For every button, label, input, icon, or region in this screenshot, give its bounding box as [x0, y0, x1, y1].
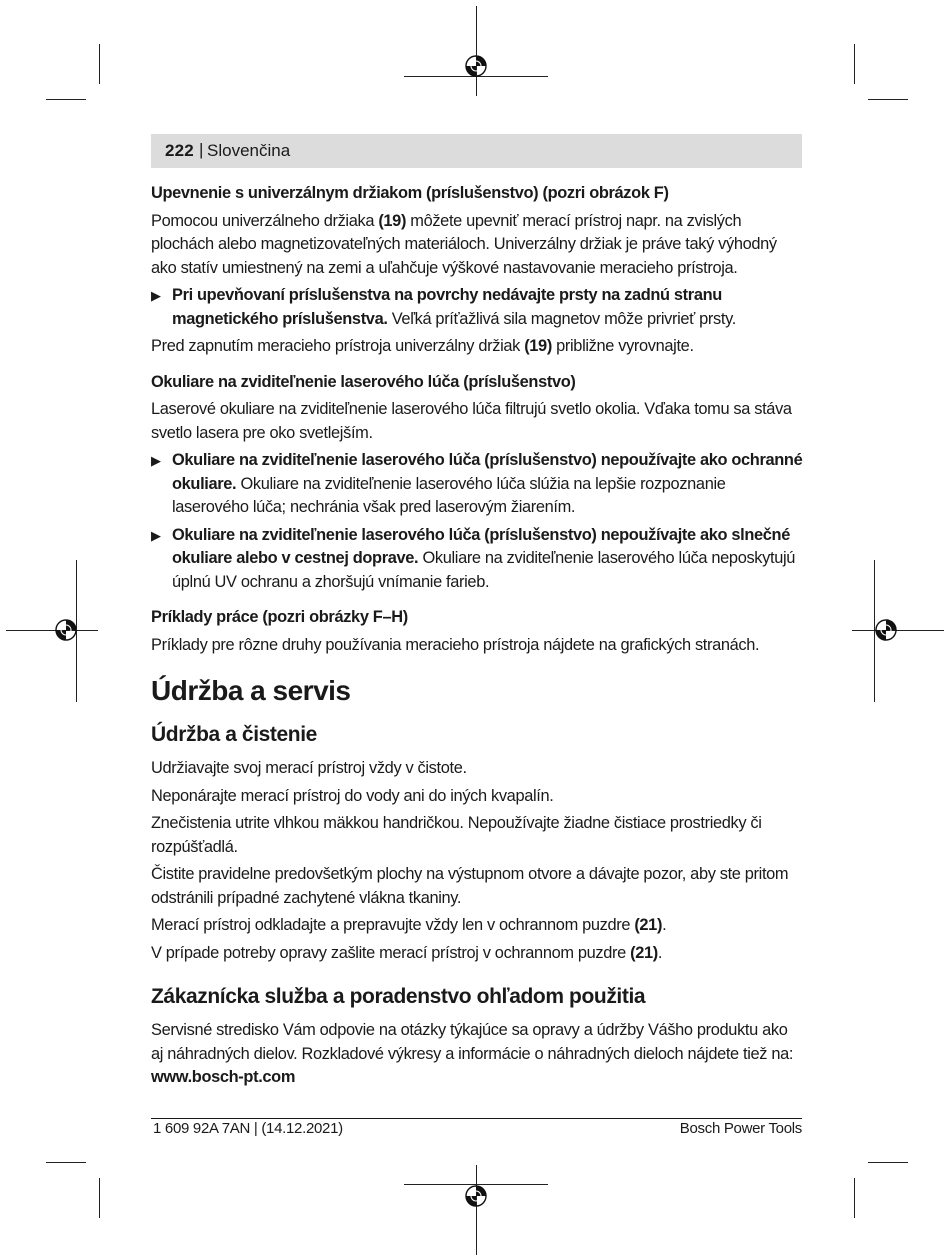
- reference-number: (21): [630, 943, 658, 962]
- text: Servisné stredisko Vám odpovie na otázky týkajúce sa opravy a údržby Vášho produktu ako aj náhradných dielov. Rozkladové výkresy a informácie o náhradných dieloch nájdete tiež na:: [151, 1021, 794, 1063]
- section-heading-holder: Upevnenie s univerzálnym držiakom (príslušenstvo) (pozri obrázok F): [151, 184, 669, 202]
- crop-mark: [854, 44, 855, 84]
- paragraph: Príklady pre rôzne druhy používania meracieho prístroja nájdete na grafických stranách.: [151, 635, 760, 654]
- warning-text: Okuliare na zviditeľnenie laserového lúča neposkytujú úplnú UV ochranu a zhoršujú vnímanie farieb.: [172, 549, 796, 591]
- text: približne vyrovnajte.: [551, 337, 694, 355]
- page-header: [151, 134, 802, 168]
- paragraph: [151, 210, 803, 281]
- footer-doc-id: 1 609 92A 7AN | (14.12.2021): [153, 1120, 343, 1137]
- text: .: [657, 943, 663, 962]
- crop-mark: [476, 1165, 477, 1255]
- warning-text: Okuliare na zviditeľnenie laserového lúča slúžia na lepšie rozpoznanie laserového lúča; nechránia však pred laserovým žiarením.: [172, 474, 726, 516]
- warning-bold: Okuliare na zviditeľnenie laserového lúča (príslušenstvo) nepoužívajte ako ochranné okuliare.: [172, 451, 803, 493]
- registration-mark-icon: [874, 618, 898, 642]
- reference-number: (21): [634, 916, 663, 934]
- warning-bold: Okuliare na zviditeľnenie laserového lúča (príslušenstvo) nepoužívajte ako slnečné okuliare alebo v cestnej doprave.: [172, 525, 790, 567]
- text: Merací prístroj odkladajte a prepravujte vždy len v ochrannom puzdre: [151, 916, 635, 934]
- crop-mark: [854, 1178, 855, 1218]
- section-subtitle: Zákaznícka služba a poradenstvo ohľadom použitia: [151, 985, 646, 1008]
- crop-mark: [6, 630, 98, 631]
- crop-mark: [868, 1162, 908, 1163]
- warning-item: [151, 449, 803, 520]
- crop-mark: [46, 1162, 86, 1163]
- reference-number: (19): [378, 211, 407, 230]
- warning-item: [151, 524, 803, 595]
- bullet-arrow-icon: ▶: [151, 453, 161, 468]
- paragraph: [151, 914, 803, 938]
- crop-mark: [99, 1178, 100, 1218]
- bullet-arrow-icon: ▶: [151, 527, 161, 543]
- header-separator: |: [199, 140, 204, 159]
- page-number: 222: [165, 141, 194, 160]
- paragraph: [151, 335, 803, 359]
- paragraph: Neponárajte merací prístroj do vody ani do iných kvapalín.: [151, 786, 554, 805]
- footer-brand: Bosch Power Tools: [679, 1120, 802, 1137]
- header-language: Slovenčina: [207, 141, 291, 160]
- paragraph: Znečistenia utrite vlhkou mäkkou handričkou. Nepoužívajte žiadne čistiace prostriedky či rozpúšťadlá.: [151, 814, 762, 856]
- chapter-title: Údržba a servis: [151, 675, 351, 706]
- crop-mark: [476, 6, 477, 96]
- registration-mark-icon: [54, 618, 78, 642]
- section-subtitle: Údržba a čistenie: [151, 723, 317, 746]
- registration-mark-icon: [464, 54, 488, 78]
- registration-mark-icon: [464, 1184, 488, 1208]
- website-link[interactable]: www.bosch-pt.com: [151, 1068, 296, 1086]
- warning-item: [151, 284, 803, 331]
- warning-text: Veľká príťažlivá sila magnetov môže privrieť prsty.: [387, 309, 736, 328]
- text: V prípade potreby opravy zašlite merací prístroj v ochrannom puzdre: [151, 943, 631, 962]
- paragraph: [151, 1019, 803, 1090]
- crop-mark: [99, 44, 100, 84]
- crop-mark: [852, 630, 944, 631]
- bullet-arrow-icon: ▶: [151, 288, 161, 303]
- warning-bold: Pri upevňovaní príslušenstva na povrchy nedávajte prsty na zadnú stranu magnetického príslušenstva.: [172, 286, 722, 328]
- section-heading-glasses: Okuliare na zviditeľnenie laserového lúča (príslušenstvo): [151, 372, 576, 391]
- crop-mark: [46, 99, 86, 100]
- paragraph: [151, 942, 803, 966]
- reference-number: (19): [524, 337, 552, 355]
- text: Pred zapnutím meracieho prístroja univerzálny držiak: [151, 337, 525, 355]
- section-heading-examples: Príklady práce (pozri obrázky F–H): [151, 608, 408, 626]
- footer-divider: [151, 1118, 802, 1119]
- paragraph: Laserové okuliare na zviditeľnenie laserového lúča filtrujú svetlo okolia. Vďaka tomu sa stáva svetlo lasera pre oko svetlejším.: [151, 400, 792, 442]
- page-content: [151, 182, 803, 1094]
- text: môžete upevniť merací prístroj napr. na zvislých plochách alebo magnetizovateľných materiáloch. Univerzálny držiak je práve taký výhodný ako statív umiestnený na zemi a uľahčuje výškové nastavovanie meracieho prístroja.: [151, 211, 777, 277]
- paragraph: Udržiavajte svoj merací prístroj vždy v čistote.: [151, 759, 467, 777]
- crop-mark: [868, 99, 908, 100]
- text: Pomocou univerzálneho držiaka: [151, 211, 379, 230]
- paragraph: Čistite pravidelne predovšetkým plochy na výstupnom otvore a dávajte pozor, aby ste pritom odstránili prípadné zachytené vlákna tkaniny.: [151, 865, 789, 907]
- text: .: [662, 916, 667, 934]
